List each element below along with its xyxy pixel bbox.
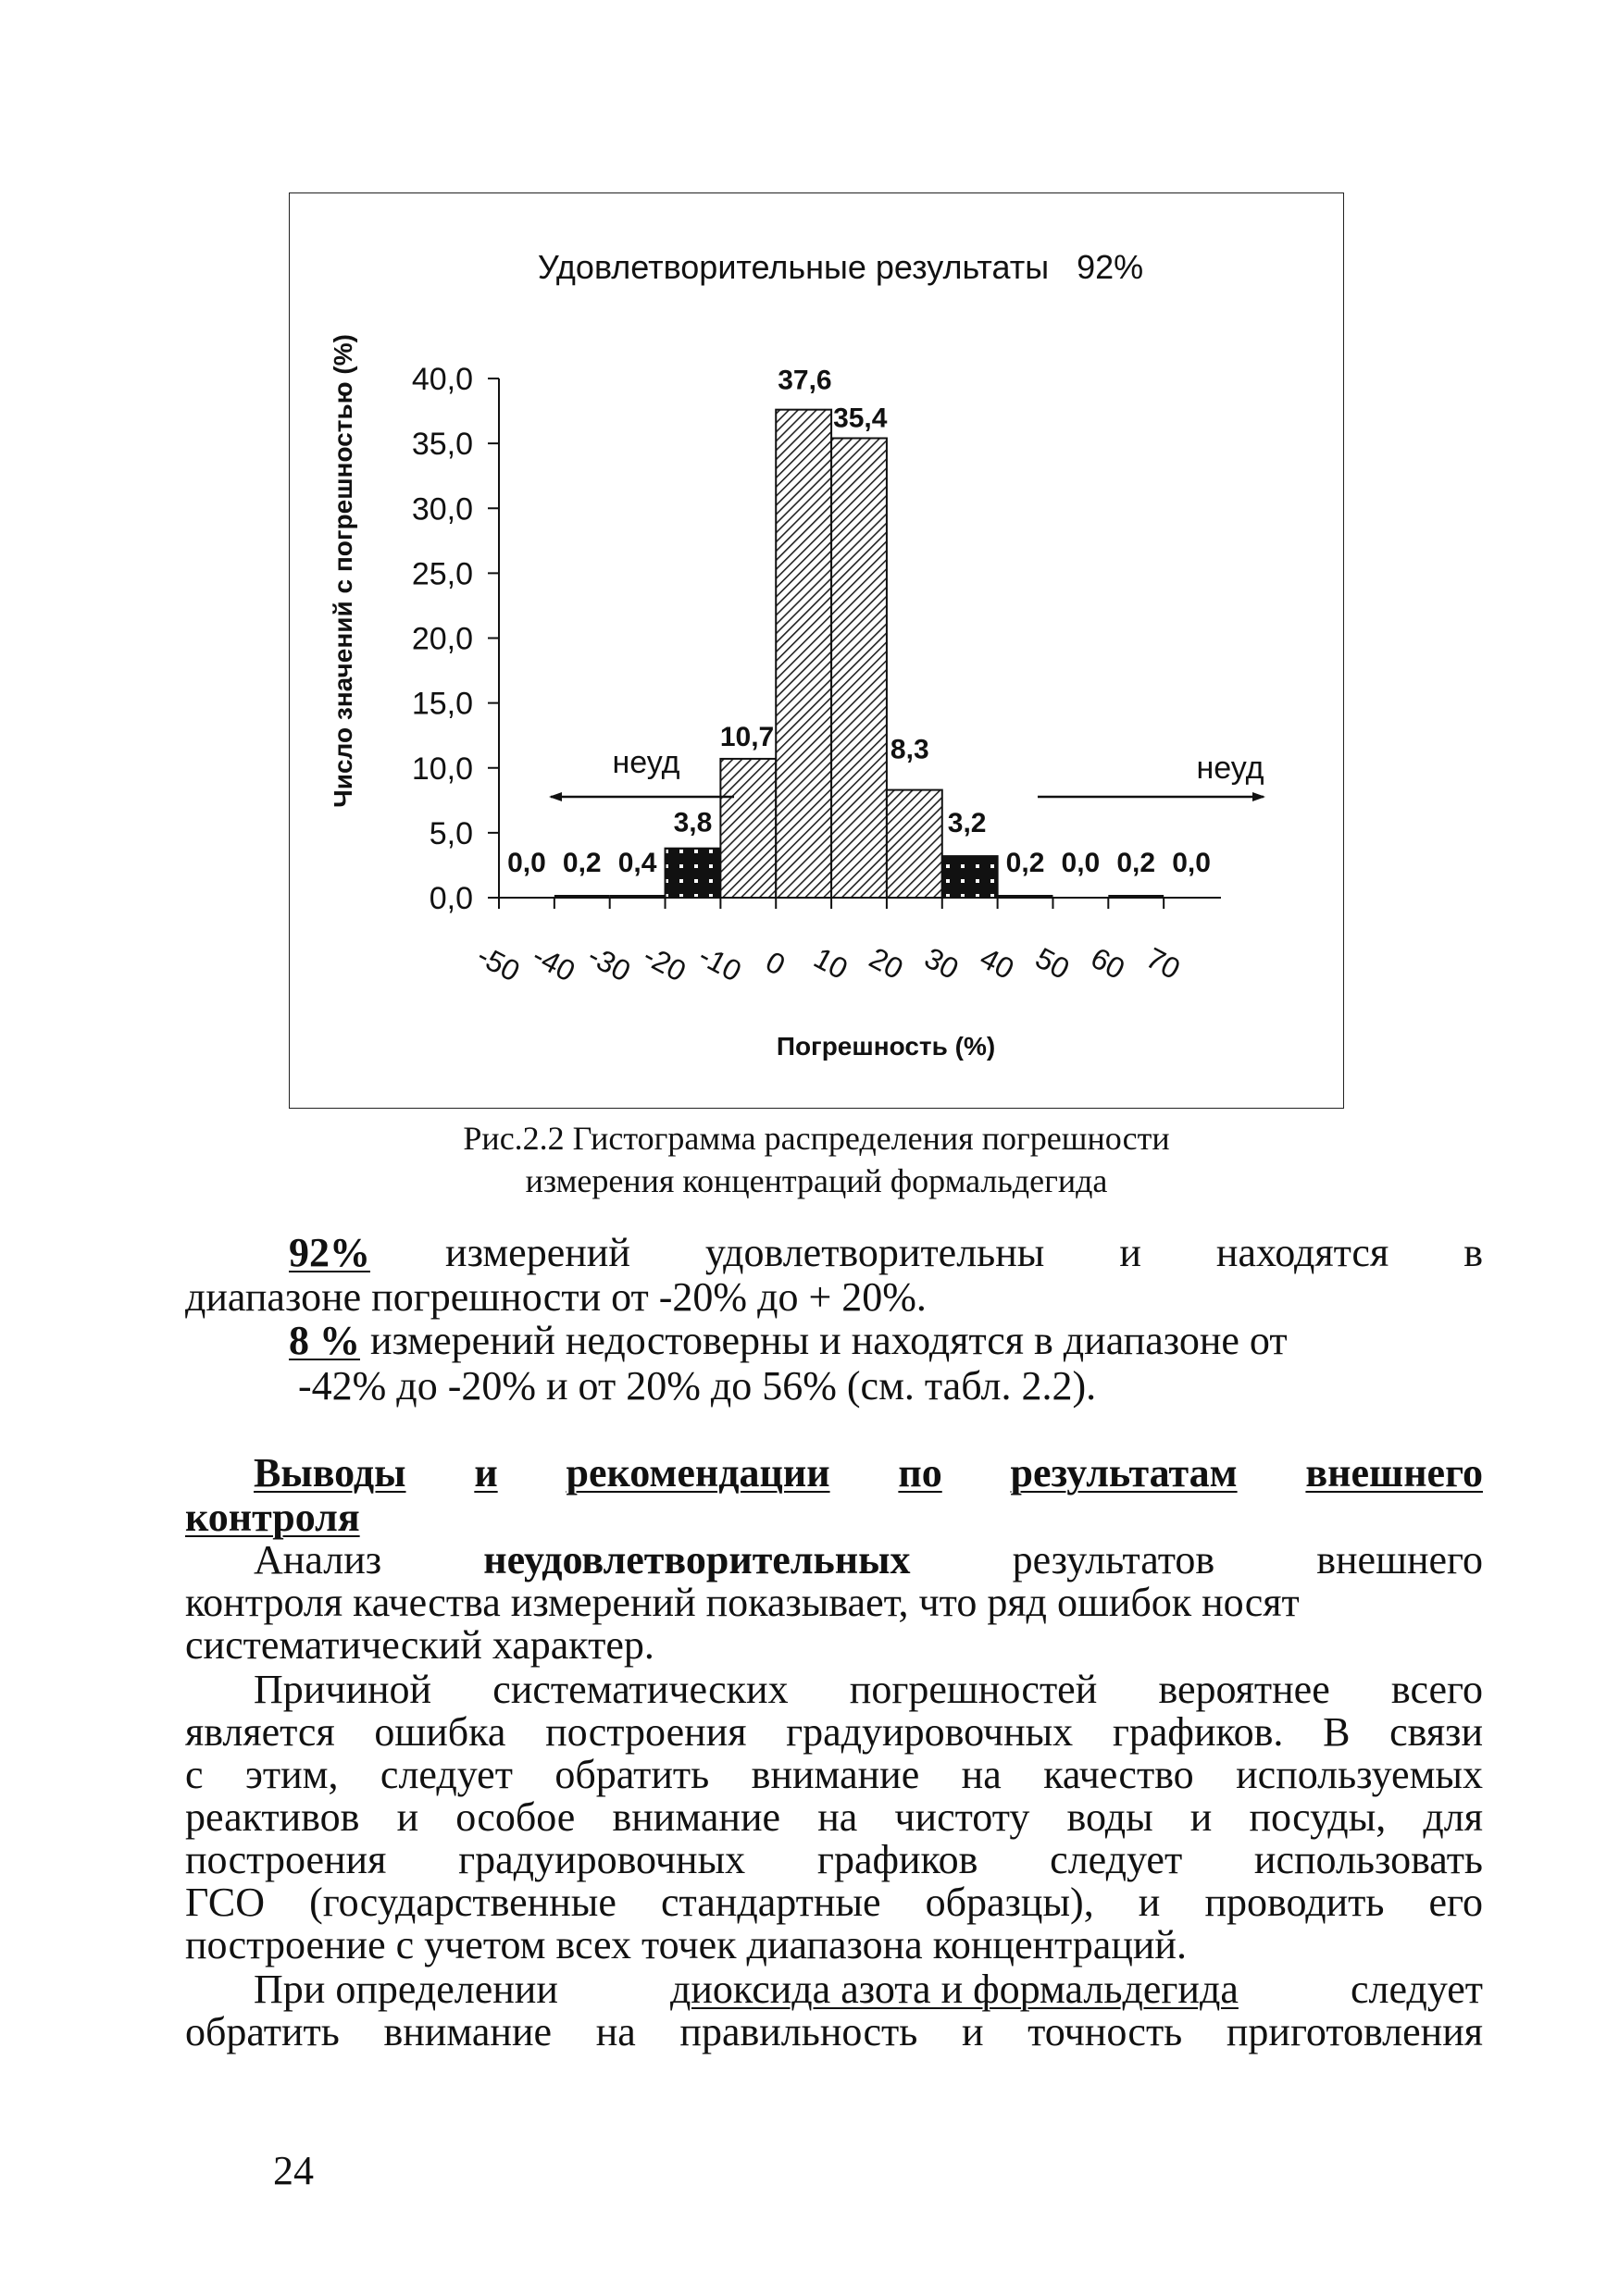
para3-line3: систематический характер. <box>185 1622 654 1668</box>
histogram-bar <box>887 790 942 898</box>
caption-line: измерения концентраций формальдегида <box>525 1162 1108 1199</box>
word: находятся <box>1215 1230 1389 1275</box>
y-tick-label: 10,0 <box>411 751 473 787</box>
para1-line2: диапазоне погрешности от -20% до + 20%. <box>185 1274 927 1320</box>
para2-rest: измерений недостоверны и находятся в диапазоне от <box>360 1318 1288 1363</box>
y-tick-label: 35,0 <box>411 427 473 463</box>
y-tick-label: 25,0 <box>411 556 473 592</box>
figure-caption <box>289 1117 1344 1202</box>
chart-title: Удовлетворительные результаты 92% <box>537 248 1144 286</box>
x-tick-label: -10 <box>693 938 747 988</box>
section-heading-line2 <box>185 1494 360 1541</box>
caption-line: Рис.2.2 Гистограмма распределения погрешности <box>463 1120 1170 1157</box>
x-tick-label: 70 <box>1140 940 1186 987</box>
bar-value-label: 0,0 <box>507 848 546 878</box>
para5-end: следует <box>1351 1967 1483 2012</box>
x-tick-label: -40 <box>527 938 581 988</box>
y-axis-label: Число значений с погрешностью (%) <box>329 334 357 808</box>
para2-line1 <box>289 1317 1288 1364</box>
para5-line2: обратить внимание на правильность и точность приготовления <box>185 2009 1483 2054</box>
para3-line2: контроля качества измерений показывает, что ряд ошибок носят <box>185 1580 1300 1625</box>
bar-value-label: 0,4 <box>617 848 657 878</box>
bar-value-label: 8,3 <box>890 734 929 765</box>
word: удовлетворительны <box>704 1230 1045 1275</box>
page-number: 24 <box>273 2148 314 2193</box>
heading-word: и <box>474 1450 498 1496</box>
heading-word: Выводы <box>254 1450 406 1496</box>
word-bold: неудовлетворительных <box>483 1537 911 1582</box>
x-tick-label: -30 <box>582 938 637 988</box>
word: измерений <box>445 1230 630 1275</box>
bar-value-label: 0,2 <box>1116 848 1156 878</box>
word: результатов <box>1012 1537 1215 1582</box>
para1-line1 <box>289 1229 1483 1276</box>
percent-8: 8 % <box>289 1318 360 1363</box>
bar-value-label: 0,0 <box>1061 848 1101 878</box>
histogram-figure <box>289 192 1344 1109</box>
para5-underlined: диоксида азота и формальдегида <box>670 1967 1239 2012</box>
para4-line1: Причиной систематических погрешностей вероятнее всего <box>254 1667 1483 1712</box>
para5-start: При определении <box>254 1967 558 2012</box>
right-unsatisfactory-label: неуд <box>1196 751 1264 786</box>
para4-line2: является ошибка построения градуировочных графиков. В связи <box>185 1709 1483 1755</box>
heading-word: по <box>898 1450 942 1496</box>
x-tick-label: -20 <box>638 938 691 988</box>
heading-word: контроля <box>185 1495 360 1540</box>
y-tick-label: 20,0 <box>411 621 473 657</box>
histogram-bar <box>720 759 776 898</box>
percent-92: 92% <box>289 1230 370 1275</box>
x-tick-label: 10 <box>808 940 853 987</box>
y-tick-label: 5,0 <box>429 815 473 851</box>
para4-line5: построения градуировочных графиков следует использовать <box>185 1837 1483 1882</box>
y-tick-label: 40,0 <box>411 362 473 397</box>
para2-line2: -42% до -20% и от 20% до 56% (см. табл. 2.2). <box>298 1363 1097 1409</box>
y-tick-label: 15,0 <box>411 686 473 722</box>
histogram-bar <box>666 849 721 898</box>
bar-value-label: 3,8 <box>673 807 713 838</box>
para4-line3: с этим, следует обратить внимание на качество используемых <box>185 1752 1483 1797</box>
heading-word: рекомендации <box>566 1450 830 1496</box>
bar-value-label: 0,2 <box>562 848 602 878</box>
bar-value-label: 0,2 <box>1005 848 1045 878</box>
x-axis-label: Погрешность (%) <box>776 1032 996 1061</box>
heading-word: внешнего <box>1305 1450 1483 1496</box>
histogram-bar <box>831 439 887 898</box>
word: и <box>1119 1230 1141 1275</box>
x-tick-label: 60 <box>1085 940 1131 987</box>
word: внешнего <box>1316 1537 1483 1582</box>
para5-line1 <box>254 1966 1483 2013</box>
histogram-bar <box>942 856 998 898</box>
bar-value-label: 0,0 <box>1172 848 1211 878</box>
histogram-bar <box>776 410 831 898</box>
x-tick-label: -50 <box>471 938 526 988</box>
word: Анализ <box>254 1537 382 1582</box>
para4-line7: построение с учетом всех точек диапазона концентраций. <box>185 1922 1187 1967</box>
y-tick-label: 30,0 <box>411 491 473 527</box>
histogram-chart <box>290 193 1343 1108</box>
bar-value-label: 3,2 <box>947 808 987 839</box>
bar-value-label: 37,6 <box>778 365 832 396</box>
para4-line6: ГСО (государственные стандартные образцы), и проводить его <box>185 1880 1483 1925</box>
left-unsatisfactory-label: неуд <box>612 745 680 780</box>
x-tick-label: 20 <box>864 940 909 987</box>
y-tick-label: 0,0 <box>429 881 473 916</box>
para4-line4: реактивов и особое внимание на чистоту воды и посуды, для <box>185 1794 1483 1840</box>
bar-value-label: 35,4 <box>833 403 888 434</box>
word: в <box>1463 1230 1483 1275</box>
x-tick-label: 0 <box>760 944 791 982</box>
bar-value-label: 10,7 <box>719 721 775 752</box>
x-tick-label: 30 <box>919 940 965 987</box>
x-tick-label: 50 <box>1029 940 1076 987</box>
x-tick-label: 40 <box>974 940 1020 987</box>
para3-line1 <box>254 1536 1483 1583</box>
heading-word: результатам <box>1010 1450 1238 1496</box>
section-heading <box>254 1449 1483 1496</box>
